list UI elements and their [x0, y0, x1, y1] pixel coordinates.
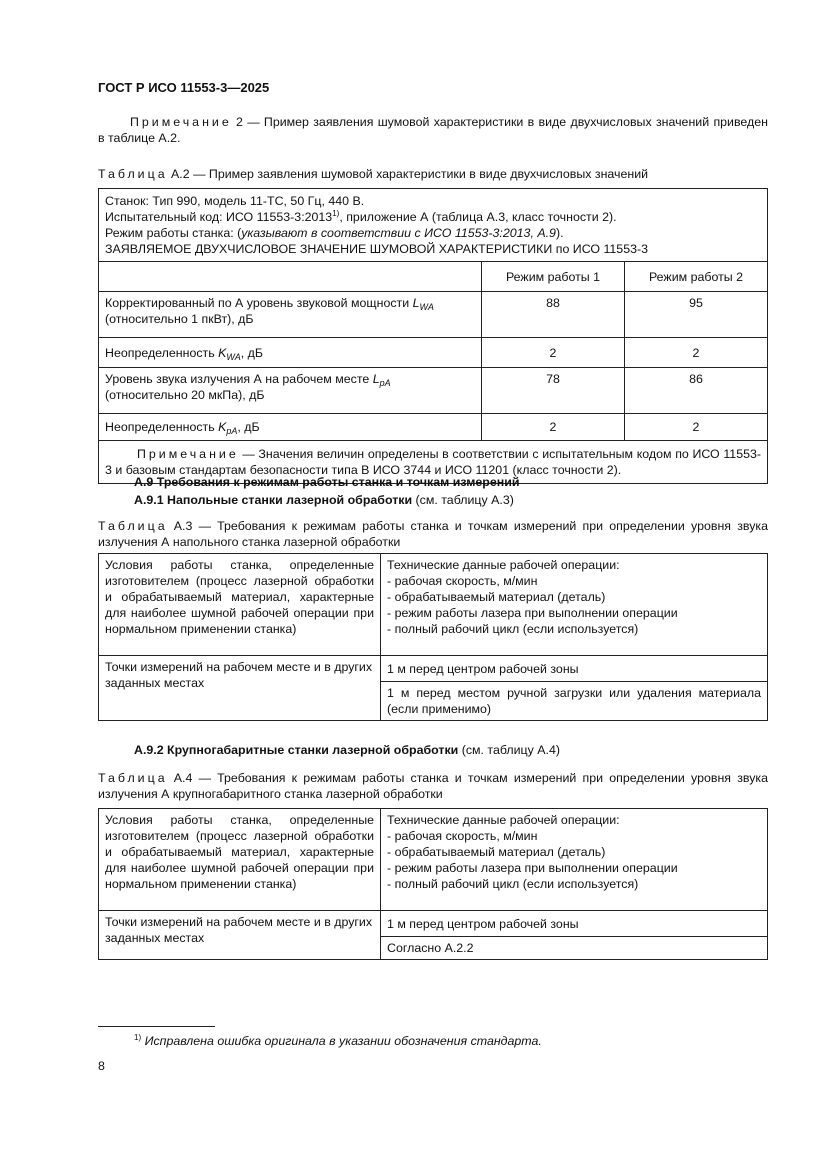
table-a2 — [98, 188, 768, 484]
note-text: 2 — Пример заявления шумовой характеристики в виде двухчисловых значений приведен в таблице А.2. — [98, 115, 768, 145]
technical-data: Технические данные рабочей операции: - рабочая скорость, м/мин - обрабатываемый материал (деталь) - режим работы лазера при выполнении операции - полный рабочий цикл (если используется) — [381, 809, 768, 911]
section-a9-heading: А.9 Требования к режимам работы станка и точкам измерений — [134, 475, 520, 489]
document-header: ГОСТ Р ИСО 11553-3—2025 — [98, 80, 270, 95]
table-row: Неопределенность $K_{pA}$, дБ 2 2 — [99, 414, 768, 441]
caption-label: Таблица — [98, 167, 168, 181]
list-item: - режим работы лазера при выполнении операции — [387, 606, 678, 620]
measurement-point: 1 м перед центром рабочей зоны — [381, 911, 768, 937]
operating-conditions: Условия работы станка, определенные изготовителем (процесс лазерной обработки и обрабатываемый материал, характерные для наиболее шумной рабочей операции при нормальном применении станка) — [99, 809, 381, 911]
table-a2-note: Примечание — Значения величин определены в соответствии с испытательным кодом по ИСО 11553-3 и базовым стандартам безопасности типа В ИСО 3744 и ИСО 11201 (класс точности 2). — [99, 441, 768, 484]
operating-conditions: Условия работы станка, определенные изготовителем (процесс лазерной обработки и обрабатываемый материал, характерные для наиболее шумной рабочей операции при нормальном применении станка) — [99, 554, 381, 656]
measurement-points: Точки измерений на рабочем месте и в других заданных местах — [99, 911, 381, 960]
section-a92-heading: А.9.2 Крупногабаритные станки лазерной обработки (см. таблицу А.4) — [134, 743, 561, 757]
column-header: Режим работы 2 — [624, 262, 767, 292]
machine-info: Станок: Тип 990, модель 11-ТС, 50 Гц, 440 В. — [105, 194, 365, 208]
column-header: Режим работы 1 — [482, 262, 625, 292]
test-code: Испытательный код: ИСО 11553-3:2013$^{1)}$, приложение А (таблица А.3, класс точности 2). — [105, 208, 617, 224]
note-label: Примечание — [130, 115, 232, 129]
measurement-points: Точки измерений на рабочем месте и в других заданных местах — [99, 656, 381, 721]
list-item: - обрабатываемый материал (деталь) — [387, 590, 606, 604]
table-a4-caption: Таблица А.4 — Требования к режимам работы станка и точкам измерений при определении уровня звука излучения А крупногабаритного станка лазерной обработки — [98, 771, 768, 801]
measurement-point: Согласно А.2.2 — [381, 937, 768, 960]
table-a4 — [98, 808, 768, 960]
footnote-divider — [98, 1026, 215, 1027]
footnote: $^{1)}$ Исправлена ошибка оригинала в указании обозначения стандарта. — [134, 1032, 542, 1048]
measurement-point: 1 м перед центром рабочей зоны — [381, 656, 768, 682]
table-a3 — [98, 553, 768, 721]
machine-mode: Режим работы станка: (указывают в соответствии с ИСО 11553-3:2013, А.9). — [105, 226, 564, 240]
page-number: 8 — [98, 1059, 105, 1073]
table-a3-caption: Таблица А.3 — Требования к режимам работы станка и точкам измерений при определении уровня звука излучения А напольного станка лазерной обработки — [98, 519, 768, 549]
list-item: - рабочая скорость, м/мин — [387, 829, 538, 843]
list-item: - обрабатываемый материал (деталь) — [387, 845, 606, 859]
table-row: Уровень звука излучения А на рабочем месте $L_{pA}$ (относительно 20 мкПа), дБ 78 86 — [99, 368, 768, 414]
table-a2-header — [99, 189, 768, 262]
list-item: - режим работы лазера при выполнении операции — [387, 861, 678, 875]
table-row: Корректированный по А уровень звуковой мощности $L_{WA}$ (относительно 1 пкВт), дБ 88 95 — [99, 292, 768, 338]
section-a91-heading: А.9.1 Напольные станки лазерной обработки (см. таблицу А.3) — [134, 493, 514, 507]
note-2 — [98, 114, 768, 146]
empty-cell — [99, 262, 482, 292]
list-item: - полный рабочий цикл (если используется) — [387, 622, 639, 636]
footnote-ref: 1) — [332, 208, 340, 218]
list-item: - рабочая скорость, м/мин — [387, 574, 538, 588]
table-row: Неопределенность $K_{WA}$, дБ 2 2 — [99, 338, 768, 368]
table-a2-caption — [98, 166, 648, 182]
declared-value-title: ЗАЯВЛЯЕМОЕ ДВУХЧИСЛОВОЕ ЗНАЧЕНИЕ ШУМОВОЙ ХАРАКТЕРИСТИКИ по ИСО 11553-3 — [105, 242, 648, 256]
caption-text: А.2 — Пример заявления шумовой характеристики в виде двухчисловых значений — [167, 167, 649, 181]
list-item: - полный рабочий цикл (если используется) — [387, 877, 639, 891]
technical-data: Технические данные рабочей операции: - рабочая скорость, м/мин - обрабатываемый материал (деталь) - режим работы лазера при выполнении операции - полный рабочий цикл (если используется) — [381, 554, 768, 656]
measurement-point: 1 м перед местом ручной загрузки или удаления материала (если применимо) — [381, 682, 768, 721]
